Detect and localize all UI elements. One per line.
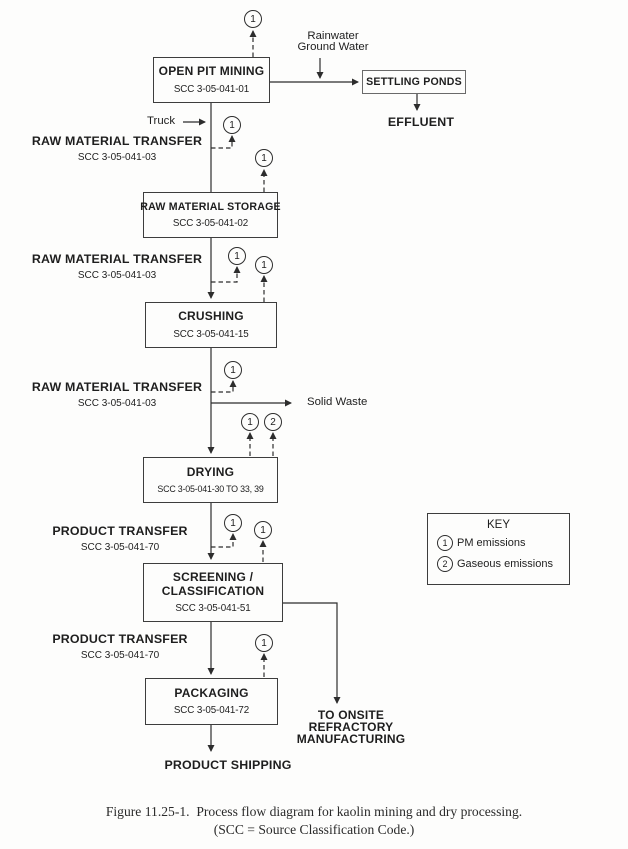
label-solid-waste: Solid Waste (307, 396, 368, 408)
pm-emission-marker: 1 (244, 10, 262, 28)
label-raw-material-transfer-3 (22, 380, 212, 409)
pm-emission-marker: 1 (241, 413, 259, 431)
label-raw-material-transfer-1 (22, 134, 212, 163)
box-open-pit-mining (153, 57, 270, 103)
label-scc: SCC 3-05-041-03 (77, 152, 157, 163)
box-raw-material-storage (140, 192, 281, 238)
rainwater-line2: Ground Water (297, 41, 369, 54)
pm-emission-marker: 1 (255, 256, 273, 274)
pm-emission-marker: 1 (254, 521, 272, 539)
figure-caption-line1: Figure 11.25-1. Process flow diagram for kaolin mining and dry processing. (105, 804, 523, 819)
pm-emission-marker: 1 (255, 149, 273, 167)
label-scc: SCC 3-05-041-03 (77, 398, 157, 409)
box-screening-classification (143, 563, 283, 622)
pm-emission-marker: 1 (224, 514, 242, 532)
key-entry-pm (437, 535, 569, 551)
box-scc: SCC 3-05-041-51 (175, 603, 251, 615)
label-product-transfer-2 (25, 632, 215, 661)
box-title: PACKAGING (174, 685, 249, 700)
label-raw-material-transfer-2 (22, 252, 212, 281)
arrow-screening-to-refractory (283, 603, 337, 703)
label-rainwater (297, 31, 368, 54)
box-scc: SCC 3-05-041-72 (173, 705, 250, 717)
box-title: RAW MATERIAL STORAGE (140, 200, 281, 213)
key-title: KEY (486, 519, 510, 531)
label-product-shipping: PRODUCT SHIPPING (164, 758, 292, 772)
box-title: SETTLING PONDS (366, 75, 462, 88)
key-entry-gaseous (437, 556, 569, 572)
box-title: DRYING (186, 464, 235, 479)
label-truck: Truck (147, 115, 176, 127)
label-title: RAW MATERIAL TRANSFER (31, 380, 203, 394)
key-entry-label: PM emissions (457, 537, 526, 549)
box-scc: SCC 3-05-041-15 (173, 328, 249, 340)
key-entry-label: Gaseous emissions (457, 558, 553, 570)
box-title-line1: SCREENING / (172, 569, 254, 584)
pm-emission-marker: 1 (255, 634, 273, 652)
gaseous-emission-marker: 2 (437, 556, 453, 572)
gaseous-emission-marker: 2 (264, 413, 282, 431)
box-scc: SCC 3-05-041-02 (172, 218, 249, 230)
figure-caption-line2: (SCC = Source Classification Code.) (213, 822, 415, 837)
pm-emission-marker: 1 (224, 361, 242, 379)
box-title-line2: CLASSIFICATION (161, 583, 265, 598)
box-drying (143, 457, 278, 503)
vent-transfer-1 (211, 136, 232, 148)
box-packaging (145, 678, 278, 725)
label-scc: SCC 3-05-041-03 (77, 270, 157, 281)
label-scc: SCC 3-05-041-70 (80, 542, 160, 553)
pm-emission-marker: 1 (437, 535, 453, 551)
box-title: OPEN PIT MINING (158, 64, 265, 79)
rainwater-line1: Rainwater (307, 30, 359, 42)
label-title: PRODUCT TRANSFER (52, 632, 188, 646)
label-scc: SCC 3-05-041-70 (80, 650, 160, 661)
box-crushing (145, 302, 277, 348)
box-title: CRUSHING (178, 309, 244, 324)
label-title: PRODUCT TRANSFER (52, 524, 188, 538)
vent-transfer-3 (211, 381, 233, 392)
to-onsite-line3: MANUFACTURING (296, 732, 406, 747)
label-to-onsite-refractory (297, 709, 406, 746)
vent-transfer-2 (211, 267, 237, 282)
box-settling-ponds (362, 70, 466, 94)
key-box (427, 513, 570, 585)
box-scc: SCC 3-05-041-01 (173, 83, 250, 95)
box-scc: SCC 3-05-041-30 TO 33, 39 (157, 484, 264, 495)
pm-emission-marker: 1 (223, 116, 241, 134)
pm-emission-marker: 1 (228, 247, 246, 265)
to-onsite-line2: REFRACTORY (308, 720, 394, 735)
label-effluent: EFFLUENT (387, 115, 455, 129)
label-product-transfer-1 (25, 524, 215, 553)
label-title: RAW MATERIAL TRANSFER (31, 134, 203, 148)
to-onsite-line1: TO ONSITE (317, 708, 385, 722)
label-title: RAW MATERIAL TRANSFER (31, 252, 203, 266)
